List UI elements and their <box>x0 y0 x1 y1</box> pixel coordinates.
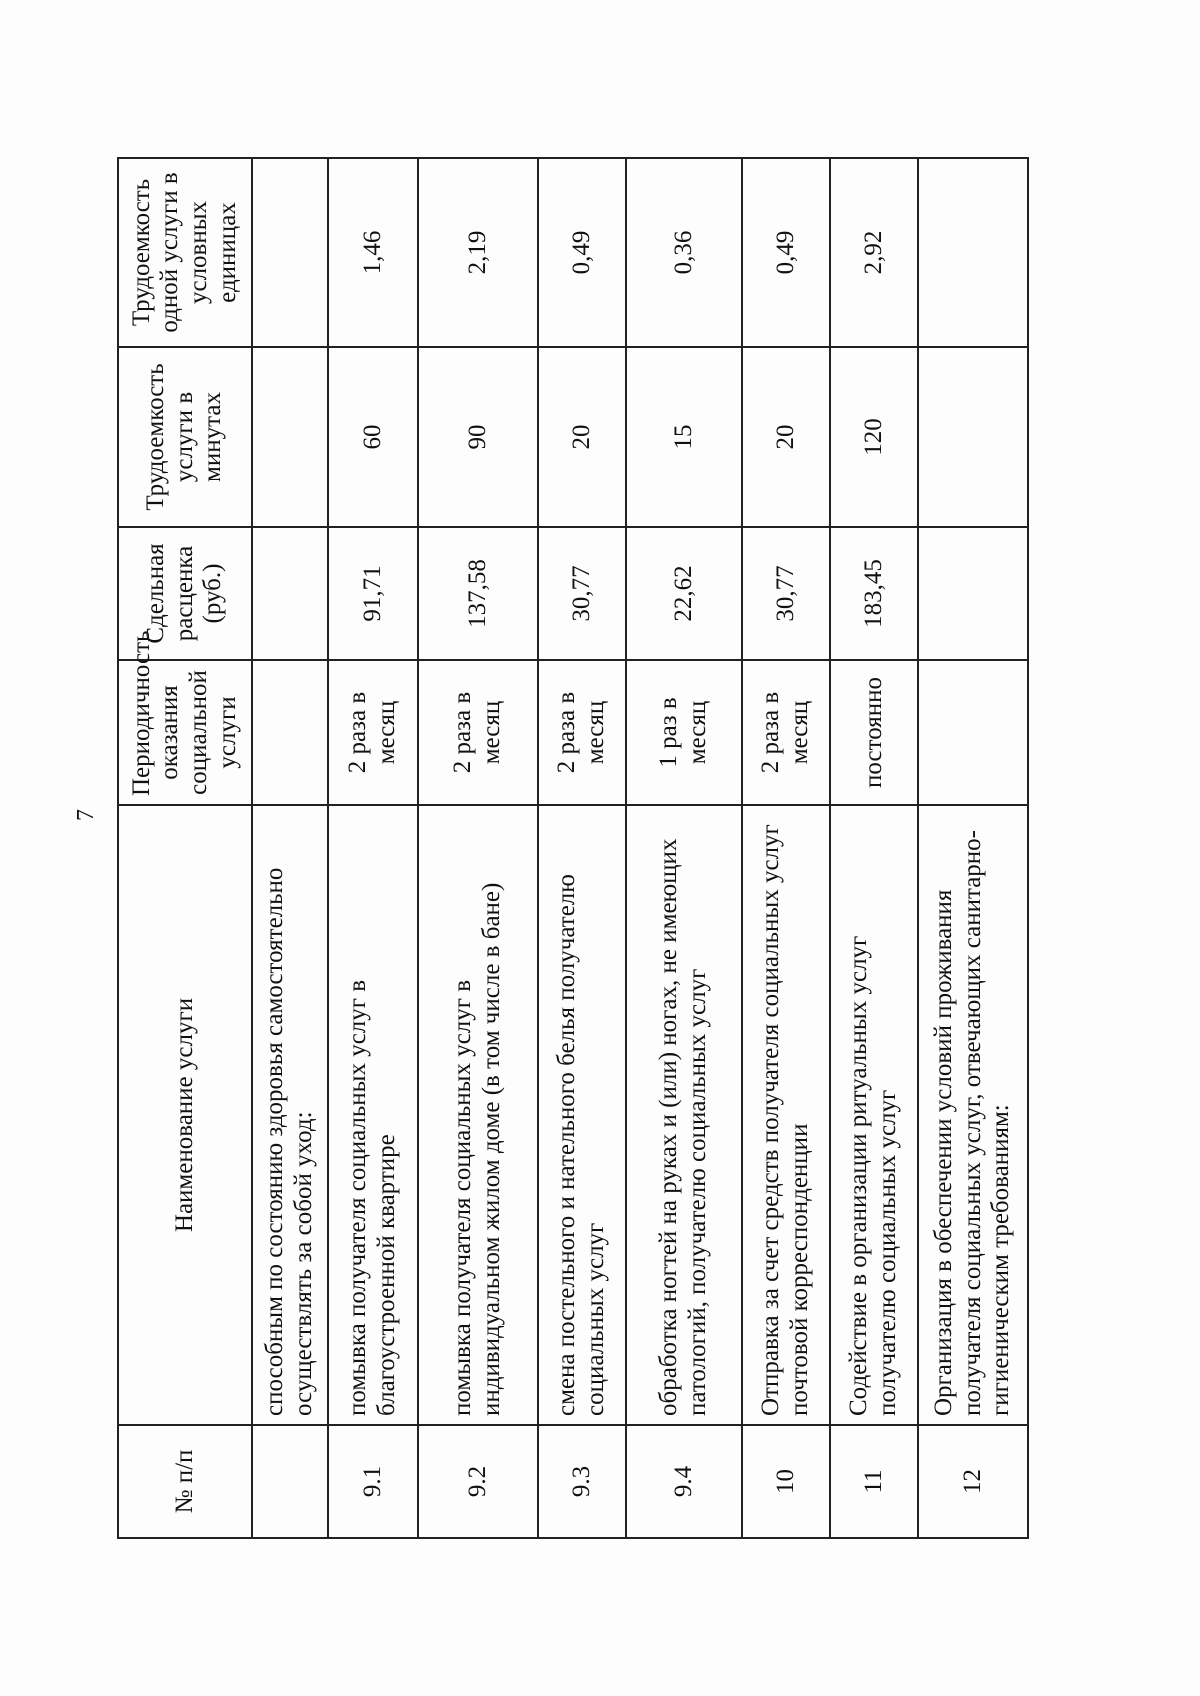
row-num: 12 <box>918 1425 1028 1538</box>
row-period: 2 раза в месяц <box>538 660 626 805</box>
header-name: Наименование услуги <box>118 805 252 1425</box>
header-row <box>118 158 252 1538</box>
row-minutes: 60 <box>328 347 418 527</box>
table-row <box>918 158 1028 1538</box>
row-name: Содействие в организации ритуальных услуг получателю социальных услуг <box>830 805 918 1425</box>
row-rate <box>918 527 1028 660</box>
row-name: помывка получателя социальных услуг в благоустроенной квартире <box>328 805 418 1425</box>
row-minutes <box>252 347 328 527</box>
row-rate: 30,77 <box>742 527 830 660</box>
row-rate: 30,77 <box>538 527 626 660</box>
services-table <box>117 157 1029 1539</box>
header-units: Трудоемкость одной услуги в условных единицах <box>118 158 252 347</box>
row-period: 2 раза в месяц <box>328 660 418 805</box>
row-name: Отправка за счет средств получателя социальных услуг почтовой корреспонденции <box>742 805 830 1425</box>
table-row <box>742 158 830 1538</box>
row-rate: 183,45 <box>830 527 918 660</box>
table-row <box>626 158 742 1538</box>
row-units: 0,49 <box>538 158 626 347</box>
row-period <box>918 660 1028 805</box>
row-name: обработка ногтей на руках и (или) ногах, не имеющих патологий, получателю социальных услуг <box>626 805 742 1425</box>
row-name: Организация в обеспечении условий проживания получателя социальных услуг, отвечающих санитарно-гигиеническим требованиям: <box>918 805 1028 1425</box>
table-row <box>418 158 538 1538</box>
row-units: 1,46 <box>328 158 418 347</box>
row-num: 10 <box>742 1425 830 1538</box>
row-num <box>252 1425 328 1538</box>
table-row <box>328 158 418 1538</box>
row-units <box>918 158 1028 347</box>
row-rate: 137,58 <box>418 527 538 660</box>
row-period: 1 раз в месяц <box>626 660 742 805</box>
row-minutes: 20 <box>742 347 830 527</box>
row-minutes: 120 <box>830 347 918 527</box>
row-period: 2 раза в месяц <box>742 660 830 805</box>
header-minutes: Трудоемкость услуги в минутах <box>118 347 252 527</box>
header-period: Периодичность оказания социальной услуги <box>118 660 252 805</box>
row-units: 0,49 <box>742 158 830 347</box>
row-period: постоянно <box>830 660 918 805</box>
row-period <box>252 660 328 805</box>
row-num: 9.1 <box>328 1425 418 1538</box>
table-row <box>538 158 626 1538</box>
row-units: 2,19 <box>418 158 538 347</box>
row-minutes <box>918 347 1028 527</box>
rotated-table-container <box>117 159 1015 1539</box>
row-rate: 22,62 <box>626 527 742 660</box>
row-units: 2,92 <box>830 158 918 347</box>
row-num: 9.3 <box>538 1425 626 1538</box>
row-num: 9.2 <box>418 1425 538 1538</box>
row-name: помывка получателя социальных услуг в индивидуальном жилом доме (в том числе в бане) <box>418 805 538 1425</box>
row-minutes: 15 <box>626 347 742 527</box>
row-minutes: 20 <box>538 347 626 527</box>
table-row <box>830 158 918 1538</box>
page-number: 7 <box>73 809 99 821</box>
row-units: 0,36 <box>626 158 742 347</box>
row-units <box>252 158 328 347</box>
row-period: 2 раза в месяц <box>418 660 538 805</box>
row-rate: 91,71 <box>328 527 418 660</box>
header-num: № п/п <box>118 1425 252 1538</box>
table-row <box>252 158 328 1538</box>
row-name: смена постельного и нательного белья получателю социальных услуг <box>538 805 626 1425</box>
row-num: 11 <box>830 1425 918 1538</box>
row-rate <box>252 527 328 660</box>
row-num: 9.4 <box>626 1425 742 1538</box>
header-rate: Сдельная расценка (руб.) <box>118 527 252 660</box>
row-name: способным по состоянию здоровья самостоятельно осуществлять за собой уход: <box>252 805 328 1425</box>
row-minutes: 90 <box>418 347 538 527</box>
